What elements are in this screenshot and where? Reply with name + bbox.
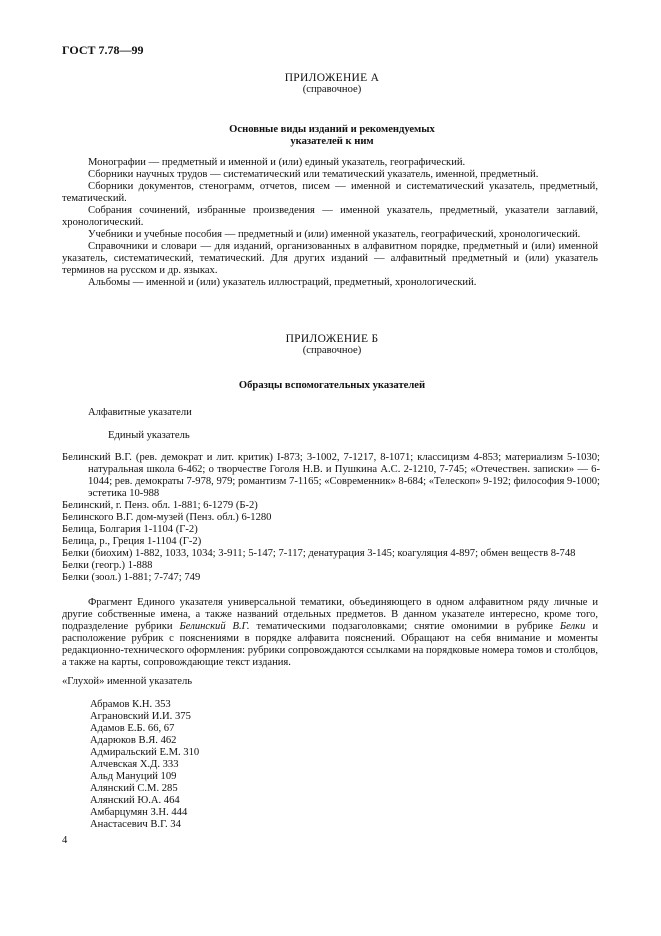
paragraph: Монографии — предметный и именной и (или) единый указатель, географический. [88,157,466,168]
name-entry: Алянский Ю.А. 464 [90,795,180,806]
index-entry: Белица, Болгария 1-1104 (Г-2) [62,524,198,535]
index-entry: Белинского В.Г. дом-музей (Пенз. обл.) 6-1280 [62,512,272,523]
name-entry: Адмиральский Е.М. 310 [90,747,200,758]
index-entry: Белинский В.Г. (рев. демократ и лит. критик) I-873; 3-1002, 7-1217, 8-1071; классицизм 4-853; материализм 5-1030; натуральная школа 6-462; о творчестве Гоголя Н.В. и Пушкина А.С. 2-1210, 7-745; «Отечествен. записки» — 6-1044; рев. демократы 7-978, 979; романтизм 7-1165; «Современник» 8-684; «Телескоп» 9-192; философия 9-1000; эстетика 10-988 [62,452,600,499]
name-entry: Анастасевич В.Г. 34 [90,819,181,830]
index-entry: Белки (биохим) 1-882, 1033, 1034; 3-911; 5-147; 7-117; денатурация 3-145; коагуляция 4-897; обмен веществ 8-748 [62,548,576,559]
name-entry: Абрамов К.Н. 353 [90,699,171,710]
index-entry: Белица, р., Греция 1-1104 (Г-2) [62,536,202,547]
fragment-description [62,597,598,669]
appendix-a-title: ПРИЛОЖЕНИЕ А [284,72,380,84]
appendix-a-subtitle: (справочное) [302,84,362,95]
description-paragraph: Фрагмент Единого указателя универсальной тематики, объединяющего в одном алфавитном ряду личные и другие собственные имена, а также названий отдельных предметов. В данном указателе интересно, кроме того, подразделение рубрики Белинский В.Г. тематическими подзаголовками; снятие омонимии в рубрике Белки и расположение рубрик с пояснениями в порядке алфавита пояснений. Обращают на себя внимание и моменты редакционно-технического оформления: рубрики сопровождаются ссылками на порядковые номера томов и столбцов, а также на карты, сопровождающие текст издания. [62,597,598,668]
subsection-label: Единый указатель [108,430,190,441]
name-entry: Амбарцумян З.Н. 444 [90,807,188,818]
names-list [90,699,199,831]
name-entry: Аграновский И.И. 375 [90,711,191,722]
index-entry: Белинский, г. Пенз. обл. 1-881; 6-1279 (Б-2) [62,500,258,511]
appendix-a-heading-line1: Основные виды изданий и рекомендуемых [229,124,435,135]
name-entry: Алянский С.М. 285 [90,783,178,794]
section-label: Алфавитные указатели [88,407,192,418]
document-code: ГОСТ 7.78—99 [62,43,144,57]
paragraph: Альбомы — именной и (или) указатель иллюстраций, предметный, хронологический. [88,277,477,288]
appendix-a-heading-line2: указателей к ним [290,136,374,147]
index-entry: Белки (геогр.) 1-888 [62,560,153,571]
page-number: 4 [62,835,68,846]
name-entry: Адарюков В.Я. 462 [90,735,177,746]
index-entry: Белки (зоол.) 1-881; 7-747; 749 [62,572,201,583]
name-entry: Адамов Е.Б. 66, 67 [90,723,175,734]
paragraph: Сборники документов, стенограмм, отчетов, писем — именной и систематический указатель, предметный, тематический. [62,181,598,204]
blind-index-label: «Глухой» именной указатель [62,676,193,687]
appendix-a-body [62,157,598,289]
name-entry: Алчевская Х.Д. 333 [90,759,179,770]
paragraph: Учебники и учебные пособия — предметный и (или) именной указатель, географический, хронологический. [88,229,581,240]
paragraph: Сборники научных трудов — систематический или тематический указатель, именной, предметный. [88,169,539,180]
appendix-b-heading: Образцы вспомогательных указателей [238,380,426,391]
appendix-b-title: ПРИЛОЖЕНИЕ Б [285,333,379,345]
index-entries [62,452,600,584]
name-entry: Альд Мануций 109 [90,771,177,782]
paragraph: Справочники и словари — для изданий, организованных в алфавитном порядке, предметный и (или) именной указатель, систематический, тематический. Для других изданий — алфавитный предметный и (или) указатель терминов на русском и др. языках. [62,241,598,276]
paragraph: Собрания сочинений, избранные произведения — именной указатель, предметный, указатели заглавий, хронологический. [62,205,598,228]
appendix-b-subtitle: (справочное) [302,345,362,356]
